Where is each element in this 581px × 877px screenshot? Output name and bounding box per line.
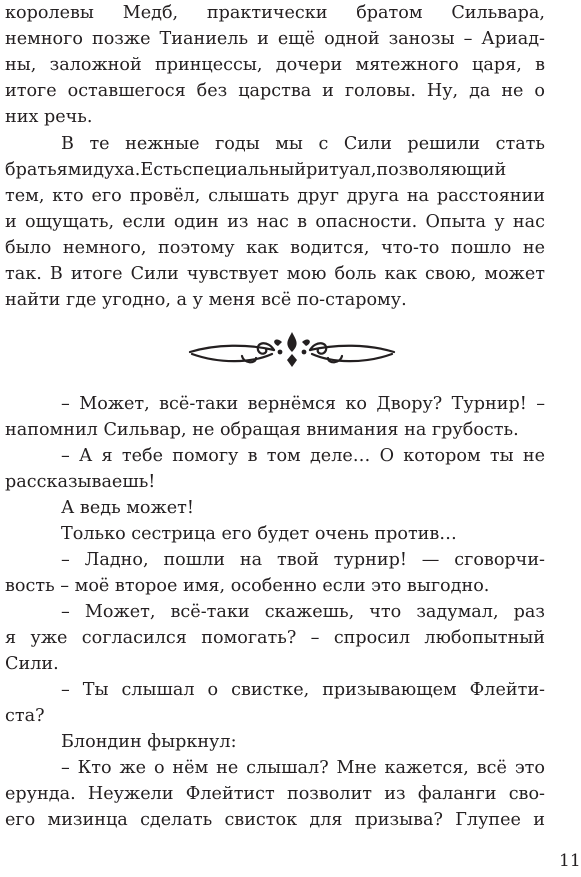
text-line: вость – моё второе имя, особенно если это выгодно.: [5, 576, 490, 596]
text-line: итоге оставшегося без царства и головы. Ну, да не о: [5, 81, 545, 101]
text-line: найти где угодно, а у меня всё по-старому.: [5, 290, 407, 310]
text-line: его мизинца сделать свисток для призыва? Глупее и: [5, 810, 545, 830]
text-line: – Кто же о нём не слышал? Мне кажется, всё это: [61, 758, 545, 778]
text-line: А ведь может!: [61, 498, 194, 518]
text-line: и ощущать, если один из нас в опасности. Опыта у нас: [5, 212, 545, 232]
text-line: – Может, всё-таки вернёмся ко Двору? Турнир! –: [61, 394, 545, 414]
text-line: них речь.: [5, 107, 93, 127]
text-line: рассказываешь!: [5, 472, 156, 492]
text-line: – Ты слышал о свистке, призывающем Флейти-: [61, 680, 545, 700]
text-line: братьямидуха.Естьспециальныйритуал,позволяющий: [5, 160, 507, 180]
text-line: напомнил Сильвар, не обращая внимания на грубость.: [5, 420, 519, 440]
text-line: ста?: [5, 706, 45, 726]
page-number: 11: [559, 851, 581, 871]
text-line: – А я тебе помогу в том деле… О котором ты не: [61, 446, 545, 466]
text-line: ны, заложной принцессы, дочери мятежного царя, в: [5, 55, 545, 75]
text-line: Сили.: [5, 654, 59, 674]
text-line: тем, кто его провёл, слышать друг друга на расстоянии: [5, 186, 545, 206]
text-line: так. В итоге Сили чувствует мою боль как свою, может: [5, 264, 545, 284]
text-line: королевы Медб, практически братом Сильвара,: [5, 3, 545, 23]
text-line: Только сестрица его будет очень против…: [61, 524, 457, 544]
text-line: – Ладно, пошли на твой турнир! — сговорчи-: [61, 550, 545, 570]
text-line: ерунда. Неужели Флейтист позволит из фаланги сво-: [5, 784, 545, 804]
text-line: немного позже Тианиель и ещё одной занозы – Ариад-: [5, 29, 545, 49]
text-line: В те нежные годы мы с Сили решили стать: [61, 134, 545, 154]
ornament-divider-icon: [186, 330, 398, 372]
text-line: было немного, поэтому как водится, что-то пошло не: [5, 238, 545, 258]
text-line: Блондин фыркнул:: [61, 732, 237, 752]
text-line: я уже согласился помогать? – спросил любопытный: [5, 628, 545, 648]
text-line: – Может, всё-таки скажешь, что задумал, раз: [61, 602, 545, 622]
